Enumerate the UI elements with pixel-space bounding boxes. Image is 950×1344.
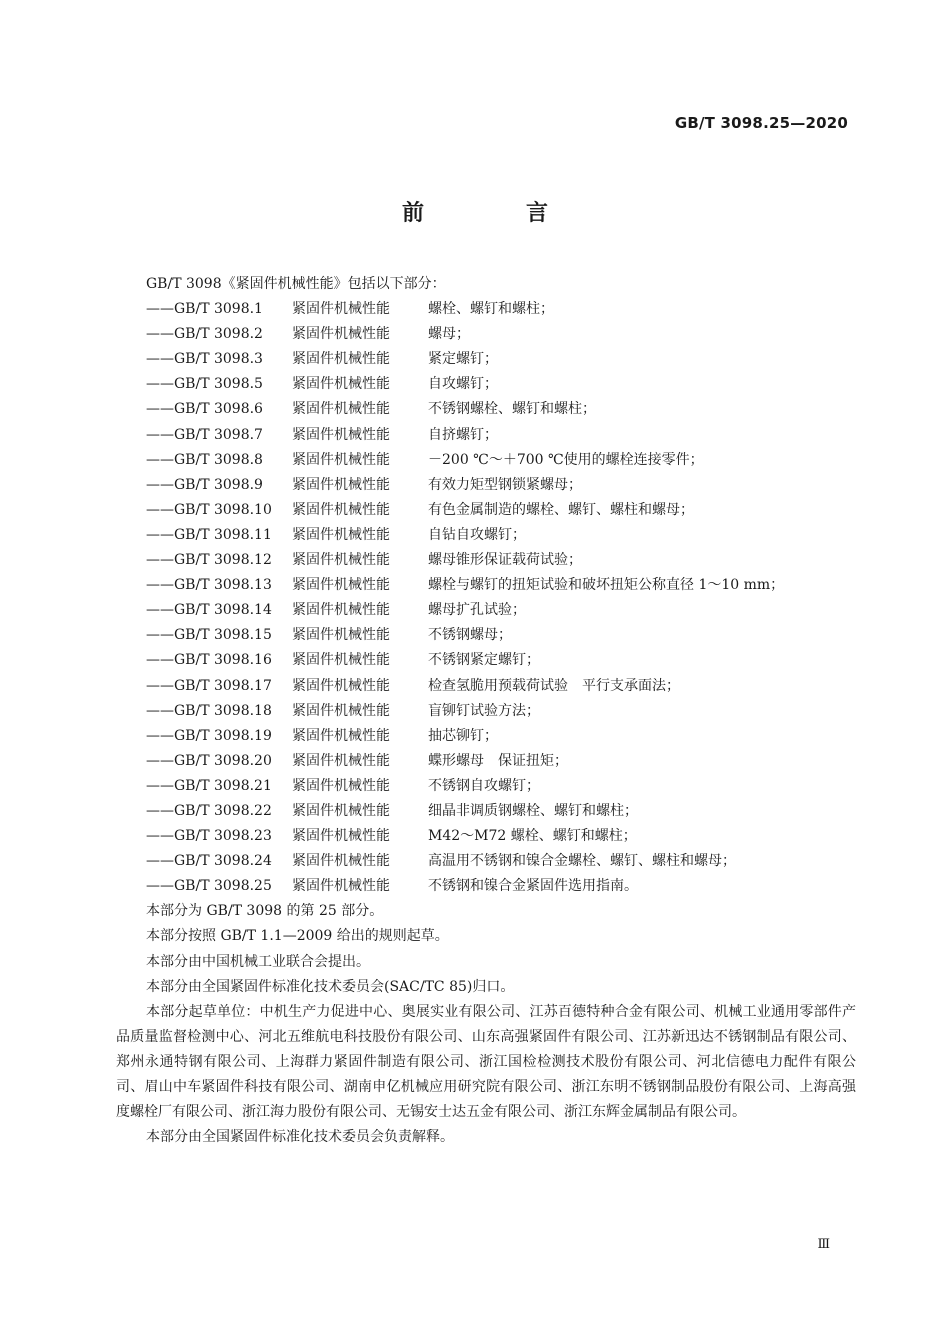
part-topic: 螺母； — [428, 326, 470, 343]
part-series-name: 紧固件机械性能 — [292, 878, 390, 895]
part-topic: 螺母扩孔试验； — [428, 602, 526, 619]
part-list-item — [116, 523, 856, 548]
part-series-name: 紧固件机械性能 — [292, 828, 390, 845]
part-number: ——GB/T 3098.23 — [146, 828, 272, 845]
part-series-name: 紧固件机械性能 — [292, 376, 390, 393]
part-series-name: 紧固件机械性能 — [292, 853, 390, 870]
part-topic: 细晶非调质钢螺栓、螺钉和螺柱； — [428, 802, 638, 819]
part-number: ——GB/T 3098.13 — [146, 577, 272, 594]
preface-body — [116, 272, 856, 1150]
paragraph-list — [116, 899, 856, 1150]
part-list-item — [116, 397, 856, 422]
part-number: ——GB/T 3098.17 — [146, 677, 272, 694]
part-series-name: 紧固件机械性能 — [292, 802, 390, 819]
part-number: ——GB/T 3098.9 — [146, 476, 263, 493]
part-number: ——GB/T 3098.11 — [146, 526, 272, 543]
part-list-item — [116, 573, 856, 598]
part-number: ——GB/T 3098.20 — [146, 752, 272, 769]
part-series-name: 紧固件机械性能 — [292, 577, 390, 594]
part-number: ——GB/T 3098.2 — [146, 326, 263, 343]
part-series-name: 紧固件机械性能 — [292, 476, 390, 493]
part-number: ——GB/T 3098.21 — [146, 777, 272, 794]
standard-code: GB/T 3098.25—2020 — [674, 114, 848, 132]
part-topic: 检查氢脆用预载荷试验 平行支承面法； — [428, 677, 680, 694]
part-list-item — [116, 548, 856, 573]
part-topic: 不锈钢和镍合金紧固件选用指南。 — [428, 878, 638, 895]
part-number: ——GB/T 3098.22 — [146, 802, 272, 819]
part-number: ——GB/T 3098.3 — [146, 351, 263, 368]
part-series-name: 紧固件机械性能 — [292, 652, 390, 669]
parts-list — [116, 297, 856, 899]
part-list-item — [116, 297, 856, 322]
part-topic: 不锈钢紧定螺钉； — [428, 652, 540, 669]
part-list-item — [116, 473, 856, 498]
part-topic: 有效力矩型钢锁紧螺母； — [428, 476, 582, 493]
part-topic: 不锈钢螺栓、螺钉和螺柱； — [428, 401, 596, 418]
part-list-item — [116, 874, 856, 899]
part-topic: 自钻自攻螺钉； — [428, 526, 526, 543]
part-topic: －200 ℃～＋700 ℃使用的螺栓连接零件； — [428, 451, 704, 468]
part-number: ——GB/T 3098.14 — [146, 602, 272, 619]
body-paragraph: 本部分按照 GB/T 1.1—2009 给出的规则起草。 — [146, 928, 449, 945]
part-number: ——GB/T 3098.6 — [146, 401, 263, 418]
part-series-name: 紧固件机械性能 — [292, 426, 390, 443]
part-list-item — [116, 372, 856, 397]
part-series-name: 紧固件机械性能 — [292, 702, 390, 719]
part-topic: M42～M72 螺栓、螺钉和螺柱； — [428, 828, 637, 845]
part-number: ——GB/T 3098.18 — [146, 702, 272, 719]
part-number: ——GB/T 3098.12 — [146, 552, 272, 569]
part-topic: 螺栓与螺钉的扭矩试验和破坏扭矩公称直径 1～10 mm； — [428, 577, 785, 594]
part-topic: 蝶形螺母 保证扭矩； — [428, 752, 568, 769]
part-topic: 螺栓、螺钉和螺柱； — [428, 301, 554, 318]
part-list-item — [116, 648, 856, 673]
part-series-name: 紧固件机械性能 — [292, 552, 390, 569]
part-topic: 不锈钢自攻螺钉； — [428, 777, 540, 794]
part-list-item — [116, 674, 856, 699]
part-list-item — [116, 498, 856, 523]
page-title: 前 言 — [401, 201, 588, 226]
part-list-item — [116, 849, 856, 874]
body-paragraph: 本部分起草单位：中机生产力促进中心、奥展实业有限公司、江苏百德特种合金有限公司、机械工业通用零部件产品质量监督检测中心、河北五维航电科技股份有限公司、山东高强紧固件有限公司、江苏新迅达不锈钢制品有限公司、郑州永通特钢有限公司、上海群力紧固件制造有限公司、浙江国检检测技术股份有限公司、河北信德电力配件有限公司、眉山中车紧固件科技有限公司、湖南申亿机械应用研究院有限公司、浙江东明不锈钢制品股份有限公司、上海高强度螺栓厂有限公司、浙江海力股份有限公司、无锡安士达五金有限公司、浙江东辉金属制品有限公司。 — [116, 1003, 856, 1121]
part-series-name: 紧固件机械性能 — [292, 777, 390, 794]
part-series-name: 紧固件机械性能 — [292, 301, 390, 318]
part-series-name: 紧固件机械性能 — [292, 326, 390, 343]
part-series-name: 紧固件机械性能 — [292, 627, 390, 644]
part-series-name: 紧固件机械性能 — [292, 451, 390, 468]
part-list-item — [116, 347, 856, 372]
part-topic: 高温用不锈钢和镍合金螺栓、螺钉、螺柱和螺母； — [428, 853, 736, 870]
part-list-item — [116, 448, 856, 473]
part-list-item — [116, 423, 856, 448]
part-number: ——GB/T 3098.16 — [146, 652, 272, 669]
part-list-item — [116, 824, 856, 849]
part-series-name: 紧固件机械性能 — [292, 526, 390, 543]
part-number: ——GB/T 3098.10 — [146, 501, 272, 518]
intro-line: GB/T 3098《紧固件机械性能》包括以下部分： — [146, 276, 446, 292]
part-number: ——GB/T 3098.8 — [146, 451, 263, 468]
part-topic: 紧定螺钉； — [428, 351, 498, 368]
part-series-name: 紧固件机械性能 — [292, 677, 390, 694]
part-list-item — [116, 699, 856, 724]
body-paragraph: 本部分为 GB/T 3098 的第 25 部分。 — [146, 903, 384, 920]
part-topic: 螺母锥形保证载荷试验； — [428, 552, 582, 569]
part-topic: 自攻螺钉； — [428, 376, 498, 393]
part-series-name: 紧固件机械性能 — [292, 602, 390, 619]
part-topic: 抽芯铆钉； — [428, 727, 498, 744]
part-series-name: 紧固件机械性能 — [292, 727, 390, 744]
body-paragraph: 本部分由全国紧固件标准化技术委员会(SAC/TC 85)归口。 — [146, 978, 515, 995]
part-topic: 有色金属制造的螺栓、螺钉、螺柱和螺母； — [428, 501, 694, 518]
part-list-item — [116, 322, 856, 347]
part-number: ——GB/T 3098.5 — [146, 376, 263, 393]
page-number: Ⅲ — [817, 1237, 830, 1252]
part-number: ——GB/T 3098.25 — [146, 878, 272, 895]
part-series-name: 紧固件机械性能 — [292, 501, 390, 518]
part-number: ——GB/T 3098.1 — [146, 301, 263, 318]
part-topic: 盲铆钉试验方法； — [428, 702, 540, 719]
part-number: ——GB/T 3098.24 — [146, 853, 272, 870]
part-series-name: 紧固件机械性能 — [292, 351, 390, 368]
part-series-name: 紧固件机械性能 — [292, 401, 390, 418]
part-number: ——GB/T 3098.7 — [146, 426, 263, 443]
part-list-item — [116, 774, 856, 799]
part-list-item — [116, 724, 856, 749]
part-series-name: 紧固件机械性能 — [292, 752, 390, 769]
part-number: ——GB/T 3098.19 — [146, 727, 272, 744]
body-paragraph: 本部分由中国机械工业联合会提出。 — [146, 953, 370, 970]
part-topic: 不锈钢螺母； — [428, 627, 512, 644]
part-list-item — [116, 623, 856, 648]
body-paragraph: 本部分由全国紧固件标准化技术委员会负责解释。 — [146, 1129, 454, 1146]
part-list-item — [116, 799, 856, 824]
part-list-item — [116, 598, 856, 623]
part-number: ——GB/T 3098.15 — [146, 627, 272, 644]
part-list-item — [116, 749, 856, 774]
part-topic: 自挤螺钉； — [428, 426, 498, 443]
